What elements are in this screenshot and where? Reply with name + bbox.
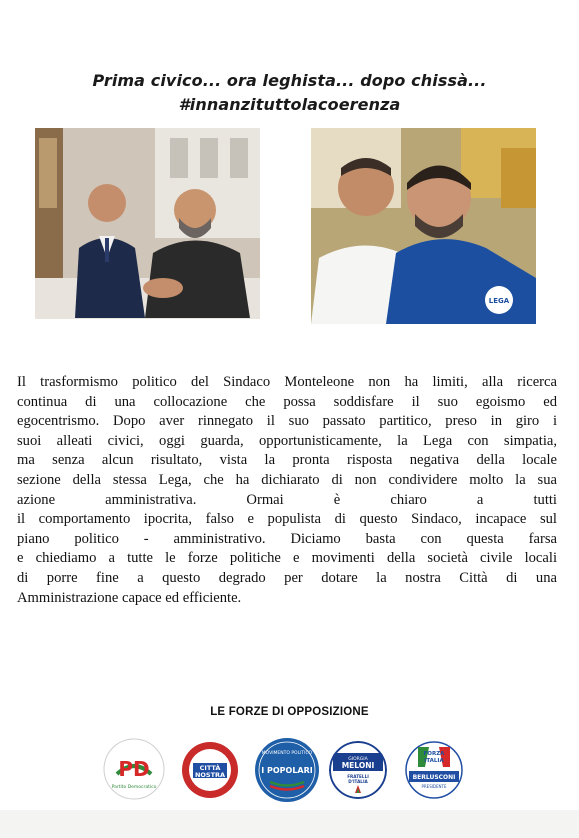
fdi-sub-text-2: D'ITALIA — [348, 779, 368, 784]
fdi-logo — [329, 741, 387, 799]
headline-line-1: Prima civico... ora leghista... dopo chissà... — [92, 71, 487, 90]
statement-line: sezione della stessa Lega, che ha dichiarato di non condividere molto la sua — [17, 471, 557, 488]
statement-line: il comportamento ipocrita, falso e populista di questo Sindaco, incapace sul — [17, 511, 557, 528]
headline-hashtag: #innanzituttolacoerenza — [178, 95, 401, 114]
statement-text — [17, 373, 557, 608]
photo-right-image — [311, 128, 536, 324]
photo-left — [35, 128, 260, 319]
pd-logo — [103, 738, 165, 800]
statement-line: e chiediamo a tutte le forze politiche e movimenti della società civile locali — [17, 550, 557, 567]
fdi-top-text: GIORGIA — [348, 757, 368, 762]
lega-patch-text: LEGA — [488, 297, 510, 305]
popolari-top-text: MOVIMENTO POLITICO — [261, 751, 313, 756]
fdi-sub-text-1: FRATELLI — [347, 774, 369, 779]
pd-logo-text: PD — [118, 757, 150, 781]
statement-line: suoi alleati civici, oggi guarda, opportunisticamente, la Lega con simpatia, — [17, 432, 557, 449]
fi-sub-text: PRESIDENTE — [421, 784, 447, 789]
statement-line: ma senza alcun risultato, vista la pronta risposta negativa della locale — [17, 452, 557, 469]
citta-nostra-logo — [181, 741, 239, 799]
photo-right — [311, 128, 536, 324]
statement-line: egocentrismo. Dopo aver rinnegato il suo passato partitico, preso in giro i — [17, 413, 557, 430]
popolari-main-text: I POPOLARI — [261, 766, 313, 775]
statement-line: di porre fine a questo degrado per dotare la nostra Città di una — [17, 569, 557, 586]
fdi-main-text: MELONI — [341, 761, 375, 770]
statement-line: Amministrazione capace ed efficiente. — [17, 589, 242, 606]
signature-opposition: LE FORZE DI OPPOSIZIONE — [210, 706, 369, 718]
statement-line: Il trasformismo politico del Sindaco Monteleone non ha limiti, alla ricerca — [17, 374, 557, 390]
citta-nostra-line-2: NOSTRA — [194, 771, 226, 779]
fi-top-text-2: ITALIA — [424, 758, 444, 764]
popolari-logo — [254, 737, 320, 803]
fi-main-text: BERLUSCONI — [412, 774, 456, 781]
page-bottom-margin — [0, 810, 579, 838]
citta-nostra-line-1: CITTÀ — [199, 764, 221, 772]
statement-line: piano politico - amministrativo. Diciamo basta con questa farsa — [17, 530, 557, 547]
fi-top-text-1: FORZA — [423, 751, 445, 757]
statement-line: azione amministrativa. Ormai è chiaro a tutti — [17, 491, 557, 508]
statement-line: continua di una collocazione che possa soddisfare il suo egoismo ed — [17, 393, 557, 410]
forza-italia-logo — [405, 741, 463, 799]
photo-left-image — [35, 128, 260, 319]
pd-logo-caption: Partito Democratico — [111, 785, 157, 790]
